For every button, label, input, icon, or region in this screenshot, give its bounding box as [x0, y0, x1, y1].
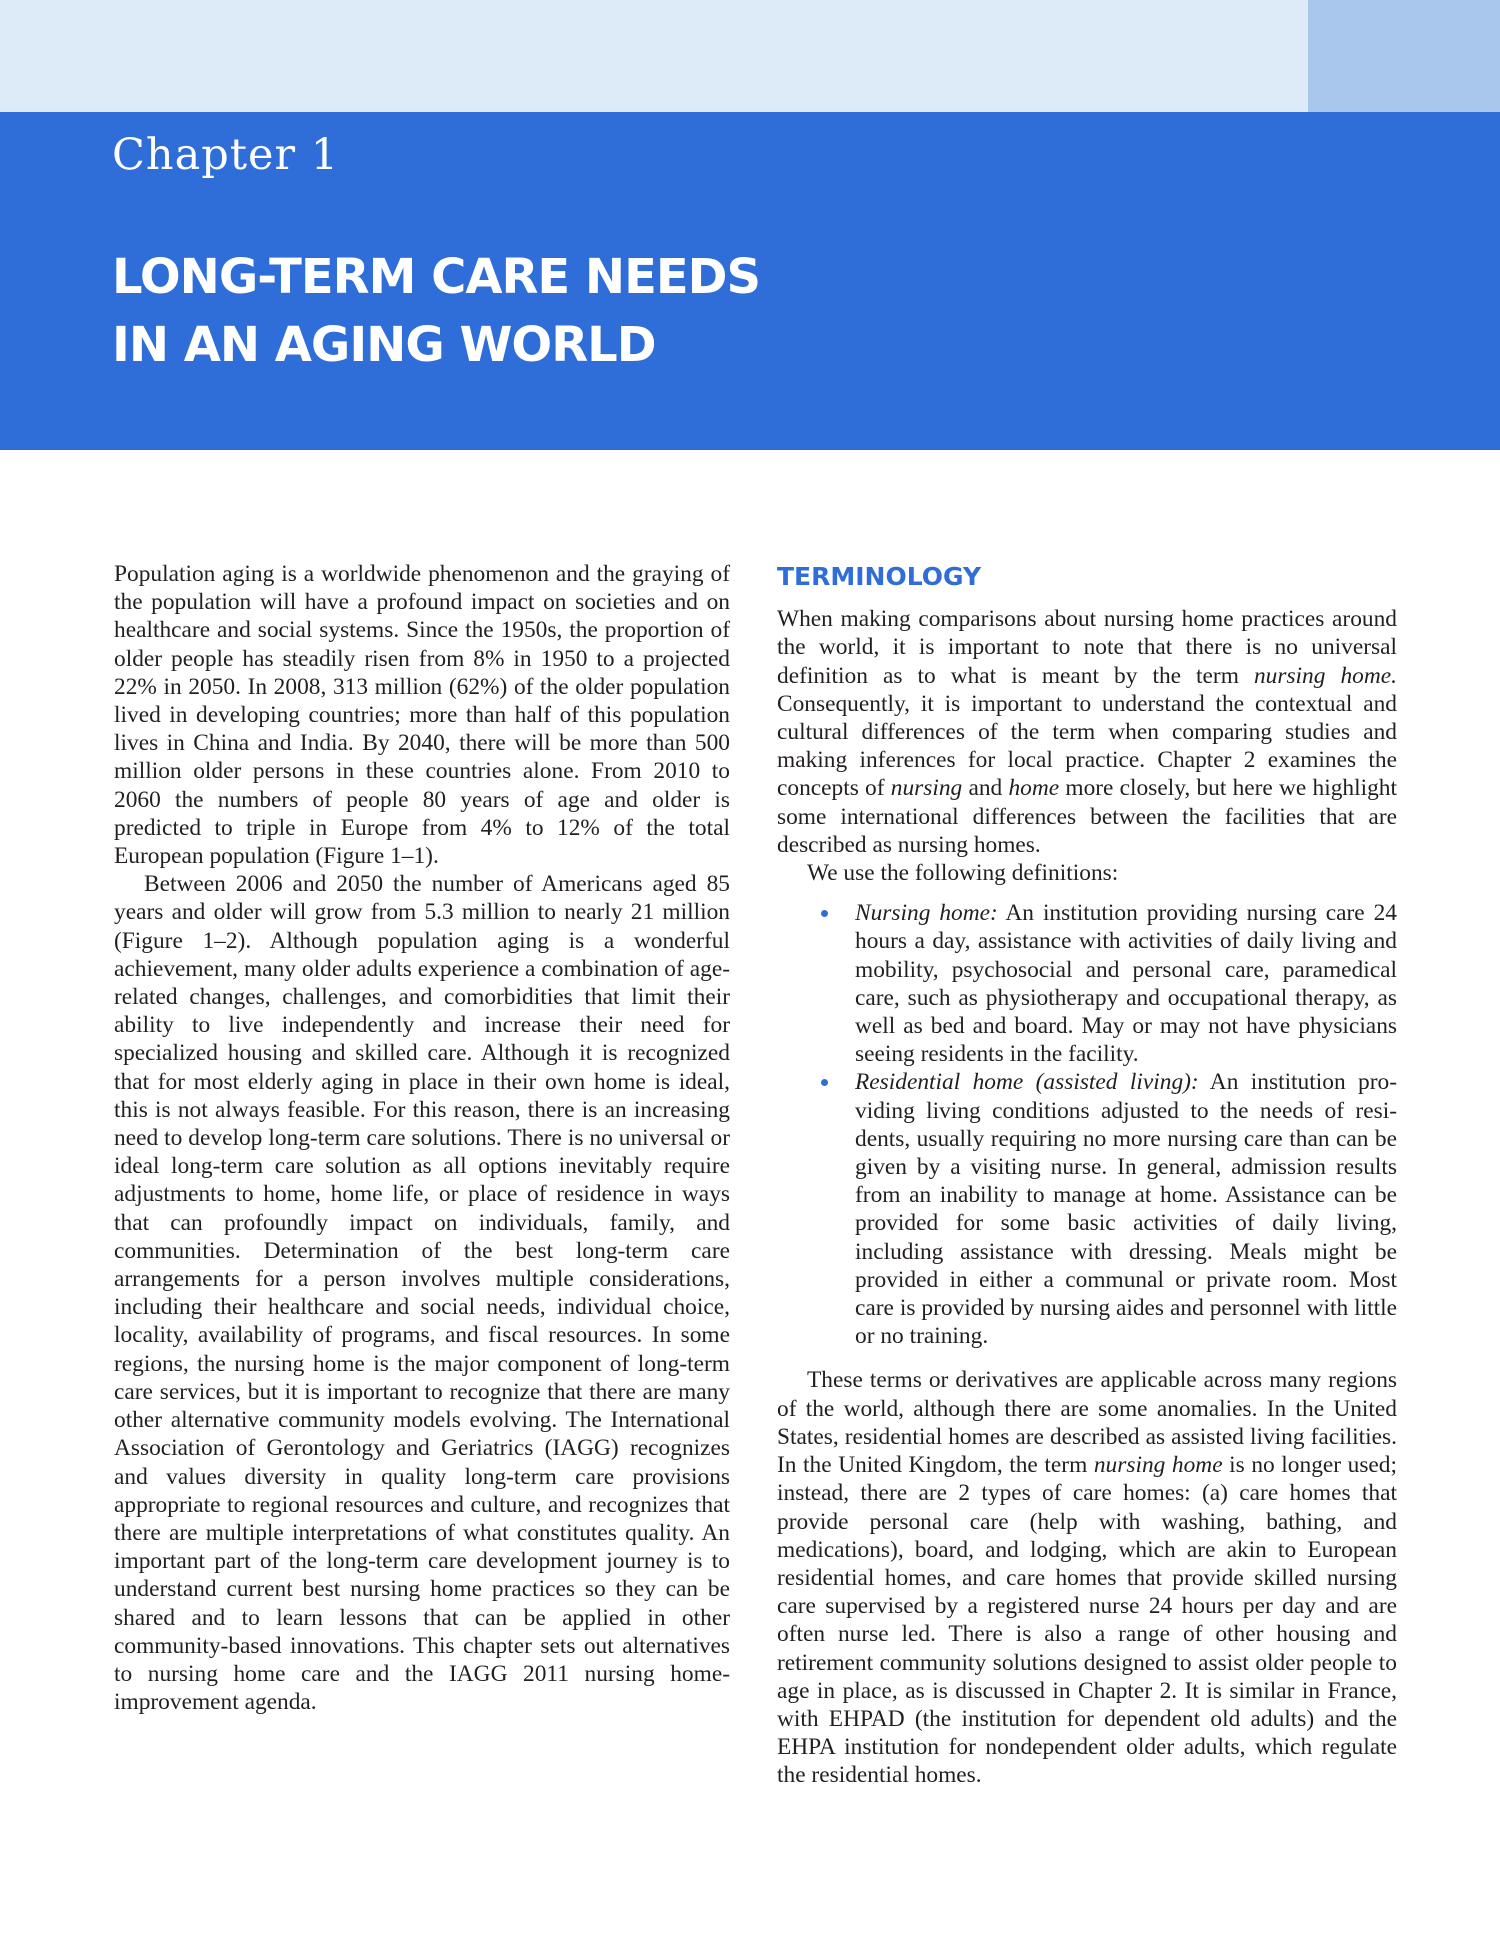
right-column — [777, 563, 1397, 1790]
text-run: These terms or derivatives are applicable across many regions of the world, although there are some anomalies. In the United States, residential homes are described as assisted living facilities. In the United Kingdom, the term — [777, 1367, 1397, 1479]
left-column — [114, 560, 730, 1716]
chapter-title-line1: LONG-TERM CARE NEEDS — [112, 249, 761, 305]
definition-text: An institution providing living conditions adjusted to the needs of residents, usually requiring no more nursing care than can be given by a visiting nurse. In general, admission results from an inability to manage at home. Assistance can be provided for some basic activities of daily living, including assistance with dressing. Meals might be provided in either a communal or private room. Most care is provided by nursing aides and personnel with little or no training. — [855, 1069, 1397, 1350]
top-strip — [0, 0, 1500, 112]
definition-term: Residential home (assisted living): — [855, 1069, 1199, 1096]
text-run: When making comparisons about nursing home practices around the world, it is important to note that there is no universal definition as to what is meant by the term — [777, 606, 1397, 689]
body-paragraph — [777, 1366, 1397, 1789]
list-item — [855, 899, 1397, 1068]
body-paragraph: Between 2006 and 2050 the number of Americans aged 85 years and older will grow from 5.3 million to nearly 21 million (Figure 1–2). Although population aging is a wonderful achievement, many older adults experience a combination of age-related changes, challenges, and comorbidities that limit their ability to live independently and increase their need for specialized housing and skilled care. Although it is recognized that for most elderly aging in place in their own home is ideal, this is not always feasible. For this reason, there is an increasing need to develop long-term care solutions. There is no universal or ideal long-term care solution as all options inevitably require adjustments to home, home life, or place of residence in ways that can profoundly impact on individuals, family, and communities. Determination of the best long-term care arrangements for a person involves multiple considerations, including their healthcare and social needs, individual choice, locality, availability of programs, and fiscal resources. In some regions, the nursing home is the major component of long-term care services, but it is important to recognize that there are many other alternative community models evolving. The International Association of Gerontology and Geriatrics (IAGG) recognizes and values diversity in quality long-term care provisions appropriate to regional resources and culture, and recognizes that there are multiple interpretations of what constitutes quality. An important part of the long-term care development journey is to understand current best nursing home practices so they can be shared and to learn lessons that can be applied in other community-based innovations. This chapter sets out alternatives to nursing home care and the IAGG 2011 nursing home-improvement agenda. — [114, 871, 730, 1716]
body-paragraph: We use the following definitions: — [807, 860, 1119, 887]
italic-term: nursing home. — [1253, 662, 1397, 689]
corner-tab — [1308, 0, 1500, 112]
text-run: more closely, but here we highlight some international differences between the facilities that are described as nursing homes. — [777, 775, 1397, 858]
bullet-icon — [821, 1079, 828, 1086]
italic-term: nursing home — [1093, 1452, 1223, 1479]
italic-term: nursing — [890, 775, 963, 802]
definitions-list — [777, 899, 1397, 1350]
chapter-title — [112, 243, 1012, 379]
text-run: Consequently, it is important to understand the contextual and cultural differences of the term when comparing studies and making inferences for local practice. Chapter 2 examines the concepts of — [777, 690, 1397, 802]
text-run: and — [962, 775, 1009, 802]
body-paragraph — [777, 605, 1397, 859]
definition-term: Nursing home: — [855, 900, 998, 927]
chapter-title-line2: IN AN AGING WORLD — [112, 317, 656, 373]
text-run: is no longer used; instead, there are 2 types of care homes: (a) care homes that provide personal care (help with washing, bathing, and medications), board, and lodging, which are akin to European residential homes, and care homes that provide skilled nursing care supervised by a registered nurse 24 hours per day and are often nurse led. There is also a range of other housing and retirement community solutions designed to assist older people to age in place, as is discussed in Chapter 2. It is similar in France, with EHPAD (the institution for dependent old adults) and the EHPA institution for nondependent older adults, which regulate the residential homes. — [777, 1452, 1398, 1789]
italic-term: home — [1008, 775, 1060, 802]
list-item — [855, 1068, 1397, 1350]
bullet-icon — [821, 910, 828, 917]
chapter-label: Chapter 1 — [112, 130, 340, 180]
section-heading-terminology: TERMINOLOGY — [777, 562, 982, 591]
body-paragraph: Population aging is a worldwide phenomenon and the graying of the population will have a profound impact on societies and on healthcare and social systems. Since the 1950s, the proportion of older people has steadily risen from 8% in 1950 to a projected 22% in 2050. In 2008, 313 million (62%) of the older population lived in developing countries; more than half of this population lives in China and India. By 2040, there will be more than 500 million older persons in these countries alone. From 2010 to 2060 the numbers of people 80 years of age and older is predicted to triple in Europe from 4% to 12% of the total European population (Figure 1–1). — [114, 561, 730, 870]
definition-text: An institution providing nursing care 24 hours a day, assistance with activities of daily living and mobility, psychosocial and personal care, paramedical care, such as physiotherapy and occupational therapy, as well as bed and board. May or may not have physicians seeing residents in the facility. — [855, 900, 1397, 1068]
